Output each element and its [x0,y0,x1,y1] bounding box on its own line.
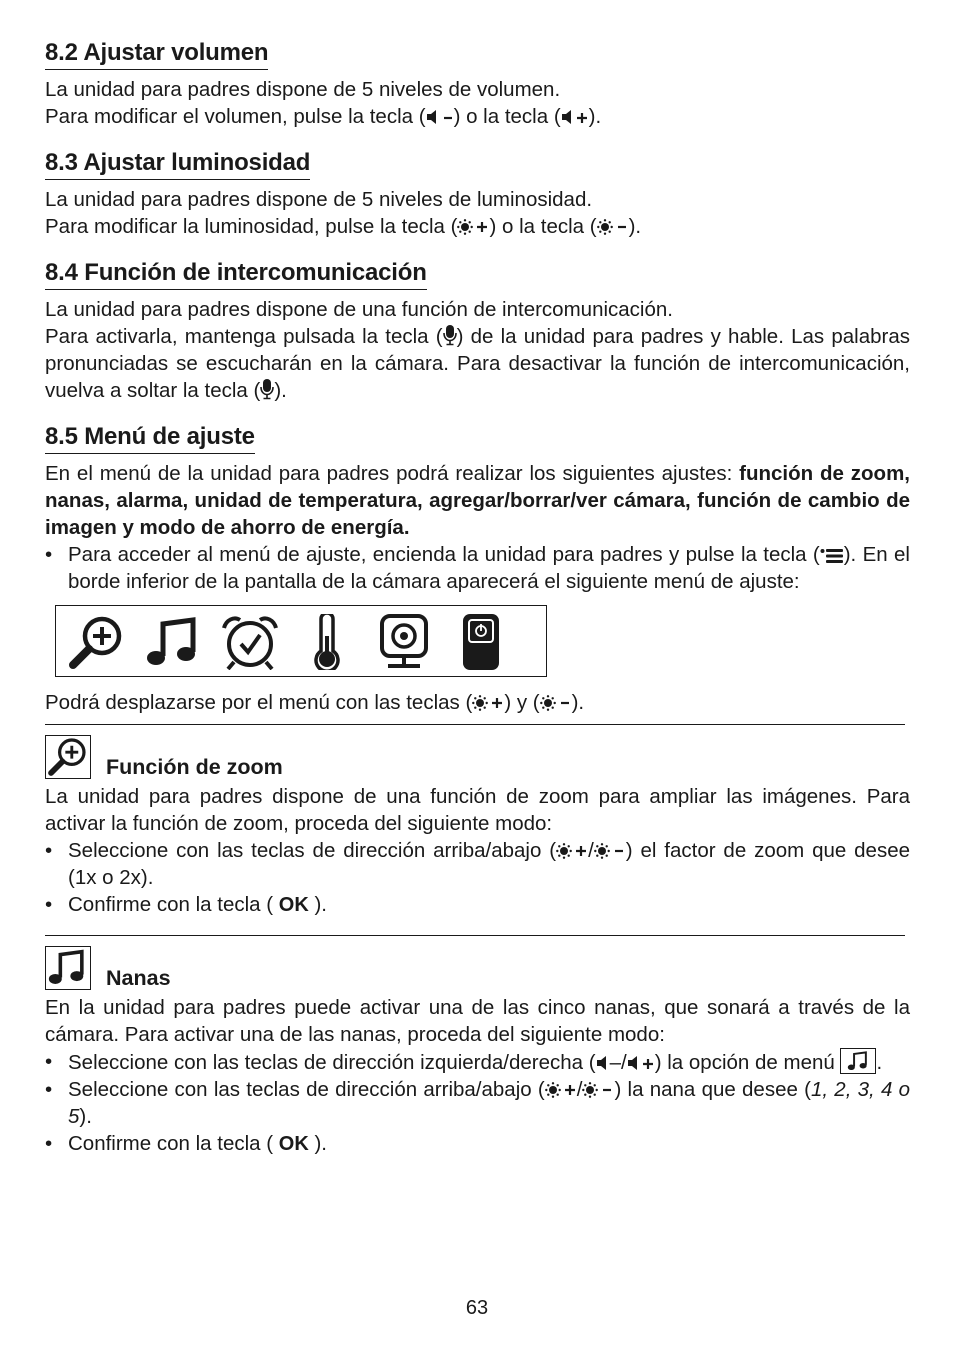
brightness-down-icon [582,1081,614,1099]
ok-key-label: OK [278,1133,309,1155]
power-save-icon [451,614,511,670]
thermometer-icon [297,614,357,670]
volume-up-icon [627,1054,655,1072]
section-intercom [45,258,910,404]
music-note-icon [45,946,91,990]
brightness-down-icon [540,694,572,712]
alarm-clock-icon [220,614,280,670]
list-item: • Confirme con la tecla ( OK ). [45,1130,910,1158]
subsection-title: Función de zoom [106,755,283,779]
volume-down-icon [596,1054,610,1072]
zoom-in-icon [66,614,126,670]
brightness-down-icon [594,842,626,860]
divider [45,724,905,725]
ok-key-label: OK [278,894,309,916]
music-note-icon [840,1048,876,1074]
list-item: • Seleccione con las teclas de dirección izquierda/derecha ( –/ ) la opción de menú . [45,1048,910,1076]
volume-down-icon [426,108,454,126]
subsection-title: Nanas [106,966,171,990]
brightness-up-icon [545,1081,577,1099]
subsection-lullabies [45,946,910,1158]
paragraph: En la unidad para padres puede activar una de las cinco nanas, que sonará a través de la cámara. Para activar una de las nanas, proceda del siguiente modo: [45,996,910,1046]
paragraph: En el menú de la unidad para padres podrá realizar los siguientes ajustes: función de zoom, nanas, alarma, unidad de temperatura, agregar/borrar/ver cámara, función de cambio de imagen y modo de ahorro de energía. [45,462,911,539]
brightness-up-icon [457,218,489,236]
zoom-in-icon [45,735,91,779]
section-volume [45,38,910,130]
microphone-icon [443,324,457,346]
page-number: 63 [465,1297,489,1319]
list-item: • Confirme con la tecla ( OK ). [45,891,910,919]
paragraph: La unidad para padres dispone de una función de zoom para ampliar las imágenes. Para activar la función de zoom, proceda del siguiente modo: [45,785,910,835]
brightness-up-icon [472,694,504,712]
paragraph: La unidad para padres dispone de una función de intercomunicación. Para activarla, mantenga pulsada la tecla ( ) de la unidad para padres y hable. Las palabras pronunciadas se escucharán en la cámara. Para desactivar la función de intercomunicación, vuelva a soltar la tecla ( ). [45,298,910,402]
divider [45,935,905,936]
list-item: • Seleccione con las teclas de dirección arriba/abajo ( / ) la nana que desee (1, 2, 3, 4 o 5). [45,1076,910,1130]
list-item: • Seleccione con las teclas de dirección arriba/abajo ( / ) el factor de zoom que desee (1x o 2x). [45,837,910,891]
section-title: 8.3 Ajustar luminosidad [45,148,310,180]
brightness-down-icon [597,218,629,236]
camera-icon [374,614,434,670]
section-title: 8.2 Ajustar volumen [45,38,268,70]
menu-key-icon [820,548,844,564]
section-title: 8.4 Función de intercomunicación [45,258,427,290]
section-brightness [45,148,910,240]
list-item: • Para acceder al menú de ajuste, encienda la unidad para padres y pulse la tecla ( ). En el borde inferior de la pantalla de la cámara aparecerá el siguiente menú de ajuste: [45,541,910,595]
paragraph: Podrá desplazarse por el menú con las teclas ( ) y ( ). [45,691,585,714]
music-note-icon [143,614,203,670]
section-settings-menu [45,422,910,716]
paragraph: La unidad para padres dispone de 5 niveles de volumen. Para modificar el volumen, pulse la tecla ( ) o la tecla ( ). [45,78,602,128]
subsection-zoom [45,735,910,919]
section-title: 8.5 Menú de ajuste [45,422,255,454]
volume-up-icon [561,108,589,126]
paragraph: La unidad para padres dispone de 5 niveles de luminosidad. Para modificar la luminosidad, pulse la tecla ( ) o la tecla ( ). [45,188,642,238]
manual-page [45,38,910,1158]
brightness-up-icon [556,842,588,860]
settings-menu-bar [55,605,547,677]
microphone-icon [260,378,274,400]
